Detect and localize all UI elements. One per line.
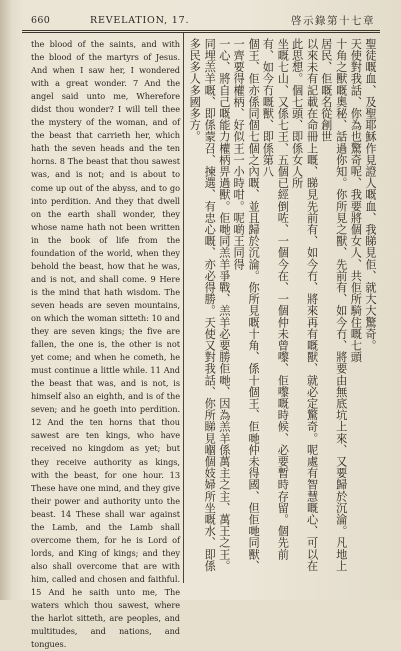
chinese-text-column: 一心、將自己嘅能力權柄畀過獸。佢哋同羔羊爭戰、羔羊必要勝佢哋、因為羔羊係萬主之主、萬王之王。 [217, 38, 231, 572]
page-header [0, 0, 401, 32]
chinese-column [188, 38, 378, 578]
header-rule [22, 30, 380, 31]
chinese-text-column: 天使對我話、你為也驚奇呢、我要將個女人、共佢所騎住嘅七頭 [349, 38, 363, 363]
chinese-text-column: 以來未有記載在命冊上嘅、睇見先前有、如今冇、將來再有嘅獸、就必定驚奇。呢處有智慧嘅心、可以在此思想。個七頭、即係女人所 [290, 38, 319, 572]
english-passage: the blood of the saints, and with the blood of the martyrs of Jesus. And when I saw her, I wondered with a great wonder. 7 And the angel said unto me, Wherefore didst thou wonder? I will tell thee the mystery of the woman, and of the beast that carrieth her, which hath the seven heads and the ten horns. 8 The beast that thou sawest was, and is not; and is about to come up out of the abyss, and to go into perdition. And they that dwell on the earth shall wonder, they whose name hath not been written in the book of life from the foundation of the world, when they behold the beast, how that he was, and is not, and shall come. 9 Here is the mind that hath wisdom. The seven heads are seven mountains, on which the woman sitteth: 10 and they are seven kings; the five are fallen, the one is, the other is not yet come; and when he cometh, he must continue a little while. 11 And the beast that was, and is not, is himself also an eighth, and is of the seven; and he goeth into perdition. 12 And the ten horns that thou sawest are ten kings, who have received no kingdom as yet; but they receive authority as kings, with the beast, for one hour. 13 These have one mind, and they give their power and authority unto the beast. 14 These shall war against the Lamb, and the Lamb shall overcome them, for he is Lord of lords, and King of kings; and they also shall overcome that are with him, called and chosen and faithful. 15 And he saith unto me, The waters which thou sawest, where the harlot sitteth, are peoples, and multitudes, and nations, and tongues. [31, 39, 180, 650]
english-column [31, 38, 180, 651]
chinese-running-title: 啓示錄第十七章 [291, 15, 375, 27]
column-divider [183, 33, 184, 583]
chinese-text-column: 個王、佢亦係同個七個之內嘅、並且歸於沉淪。你所見嘅十角、係十個王、佢哋仲未得國、但佢哋同獸、一齊要得權柄、好似王一小時咁。呢啲王同得 [232, 38, 261, 572]
chinese-text-column: 十角之獸嘅奧秘、話過你知。你所見之獸、先前有、如今冇、將要由無底坑上來、又要歸於沉淪。凡地上居民、佢嘅名從創世 [319, 38, 348, 572]
header-rule-double [22, 32, 380, 33]
page-edge-shadow [0, 0, 12, 600]
page-number: 660 [31, 15, 51, 26]
chinese-text-column: 聖徒嘅血、及聖耶穌作見證人嘅血、我睇見佢、就大大驚奇。 [364, 38, 377, 352]
chinese-text-column: 同埋羔羊嘅、即係蒙召、揀選、有忠心嘅、亦必得勝。天使又對我話、你所睇見嗰個妓婦所坐嘅水、即係多民多人多國多方。 [188, 38, 217, 572]
running-title: REVELATION, 17. [90, 15, 190, 26]
chinese-text-column: 坐嘅七山、又係七王、五個已經倒咗、一個今在、一個仲未曾嚟、佢嚟嘅時候、必要暫時存留。個先前有、如今冇嘅獸、即係第八 [261, 38, 290, 560]
